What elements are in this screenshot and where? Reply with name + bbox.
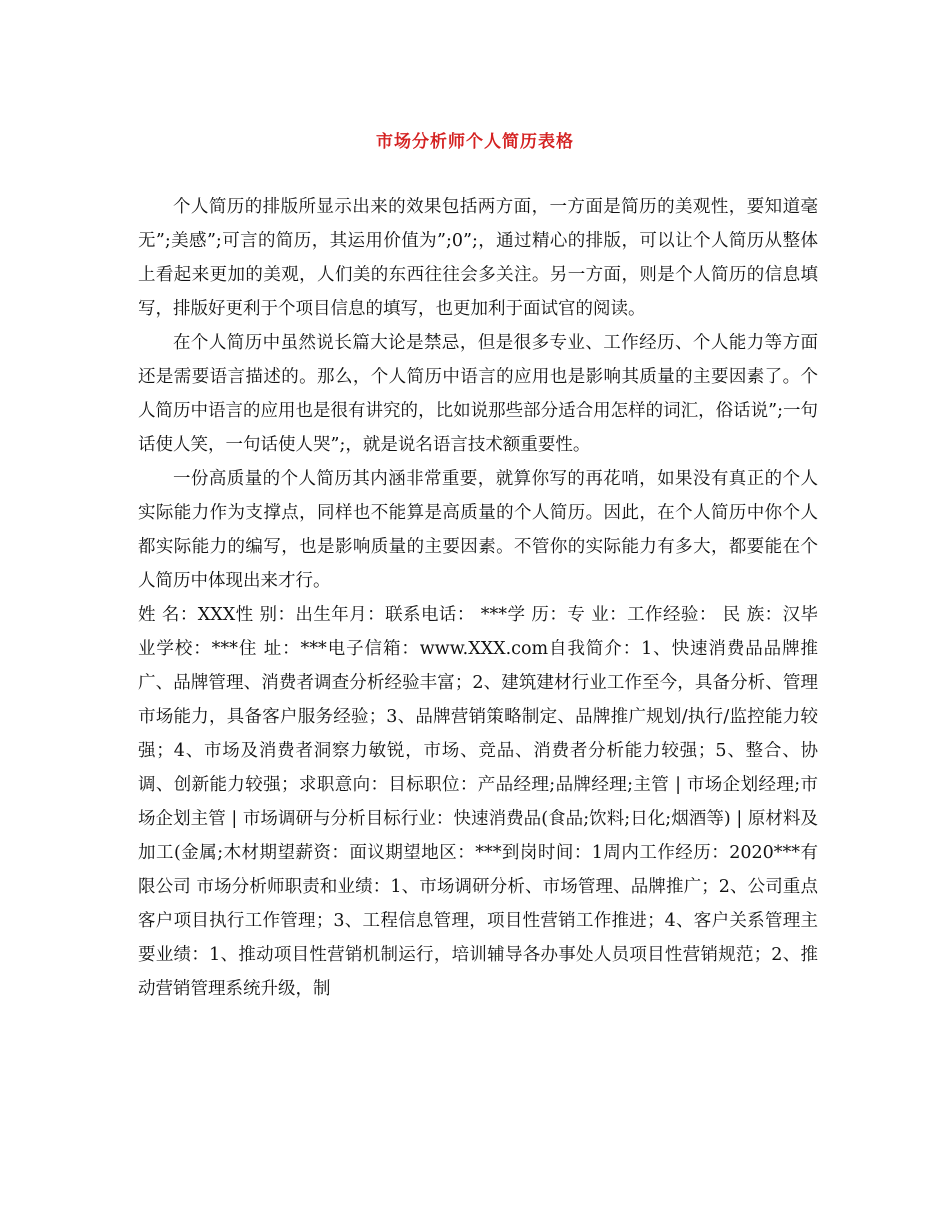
document-title: 市场分析师个人简历表格 — [376, 132, 574, 152]
document-body — [138, 190, 818, 1006]
intro-paragraph-3: 一份高质量的个人简历其内涵非常重要，就算你写的再花哨，如果没有真正的个人实际能力作为支撑点，同样也不能算是高质量的个人简历。因此，在个人简历中你个人都实际能力的编写，也是影响质量的主要因素。不管你的实际能力有多大，都要能在个人简历中体现出来才行。 — [138, 469, 818, 591]
intro-paragraph-2: 在个人简历中虽然说长篇大论是禁忌，但是很多专业、工作经历、个人能力等方面还是需要语言描述的。那么，个人简历中语言的应用也是影响其质量的主要因素了。个人简历中语言的应用也是很有讲究的，比如说那些部分适合用怎样的词汇，俗话说”;一句话使人笑，一句话使人哭”;，就是说名语言技术额重要性。 — [138, 333, 818, 455]
intro-paragraph-1: 个人简历的排版所显示出来的效果包括两方面，一方面是简历的美观性，要知道毫无”;美感”;可言的简历，其运用价值为”;0”;，通过精心的排版，可以让个人简历从整体上看起来更加的美观，人们美的东西往往会多关注。另一方面，则是个人简历的信息填写，排版好更利于个项目信息的填写，也更加利于面试官的阅读。 — [138, 197, 818, 319]
resume-details-block: 姓 名：XXX性 别：出生年月：联系电话： ***学 历：专 业：工作经验： 民 族：汉毕业学校：***住 址：***电子信箱：www.XXX.com自我简介：1、快速消费品品牌推广、品牌管理、消费者调查分析经验丰富；2、建筑建材行业工作至今，具备分析、管理市场能力，具备客户服务经验；3、品牌营销策略制定、品牌推广规划/执行/监控能力较强；4、市场及消费者洞察力敏锐，市场、竞品、消费者分析能力较强；5、整合、协调、创新能力较强；求职意向：目标职位：产品经理;品牌经理;主管 | 市场企划经理;市场企划主管 | 市场调研与分析目标行业：快速消费品(食品;饮料;日化;烟酒等) | 原材料及加工(金属;木材期望薪资：面议期望地区：***到岗时间：1周内工作经历：2020***有限公司 市场分析师职责和业绩：1、市场调研分析、市场管理、品牌推广；2、公司重点客户项目执行工作管理；3、工程信息管理，项目性营销工作推进；4、客户关系管理主要业绩：1、推动项目性营销机制运行，培训辅导各办事处人员项目性营销规范；2、推动营销管理系统升级，制 — [138, 605, 818, 999]
